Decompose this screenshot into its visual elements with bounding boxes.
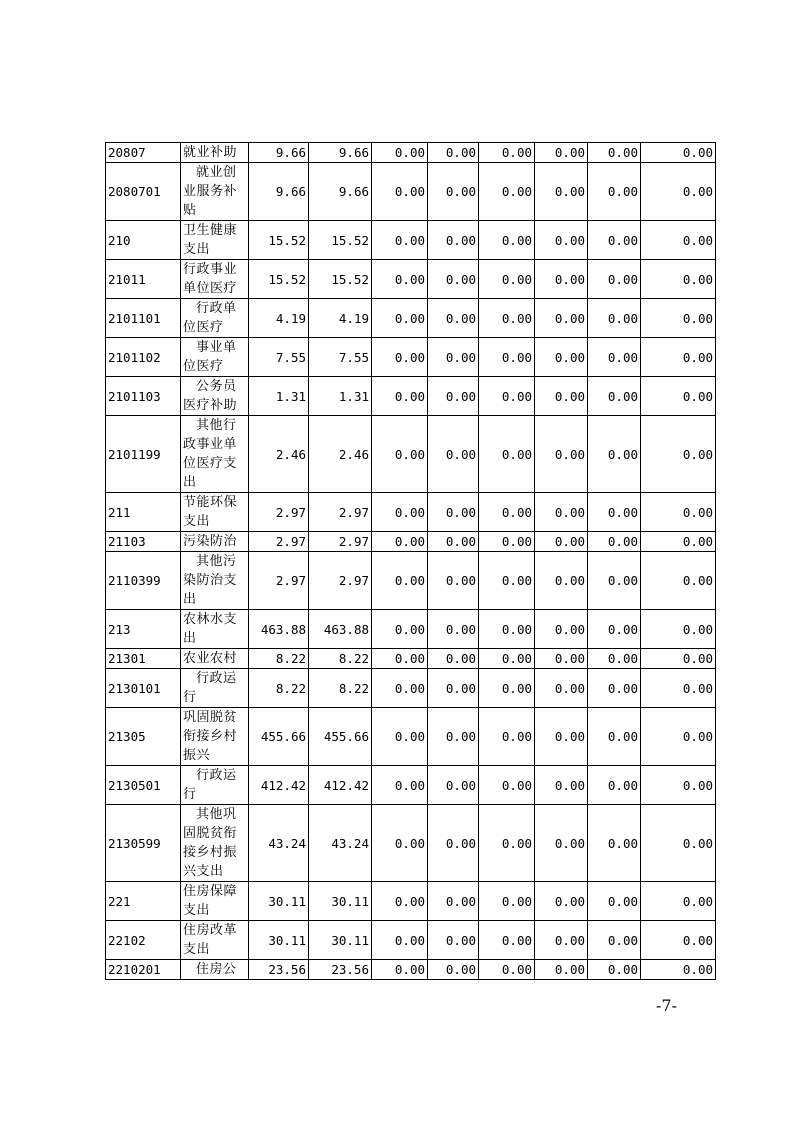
row-value-3: 0.00 <box>372 766 428 805</box>
row-value-2: 412.42 <box>309 766 372 805</box>
row-value-7: 0.00 <box>588 708 641 766</box>
row-value-3: 0.00 <box>372 377 428 416</box>
row-value-1: 2.97 <box>249 552 309 610</box>
row-value-3: 0.00 <box>372 299 428 338</box>
row-value-6: 0.00 <box>535 921 588 960</box>
row-value-2: 15.52 <box>309 260 372 299</box>
table-row <box>106 416 716 493</box>
row-value-7: 0.00 <box>588 493 641 532</box>
row-value-3: 0.00 <box>372 532 428 552</box>
row-name: 就业创业服务补贴 <box>181 163 249 221</box>
row-value-6: 0.00 <box>535 143 588 163</box>
row-value-6: 0.00 <box>535 610 588 649</box>
row-value-3: 0.00 <box>372 708 428 766</box>
row-value-1: 463.88 <box>249 610 309 649</box>
row-code: 2080701 <box>106 163 181 221</box>
row-name: 其他污染防治支出 <box>181 552 249 610</box>
row-value-2: 30.11 <box>309 882 372 921</box>
row-value-8: 0.00 <box>641 221 716 260</box>
row-value-1: 2.97 <box>249 493 309 532</box>
row-value-3: 0.00 <box>372 493 428 532</box>
row-value-3: 0.00 <box>372 143 428 163</box>
row-name: 其他巩固脱贫衔接乡村振兴支出 <box>181 805 249 882</box>
row-value-1: 9.66 <box>249 143 309 163</box>
row-name: 行政事业单位医疗 <box>181 260 249 299</box>
row-value-1: 23.56 <box>249 960 309 980</box>
row-value-8: 0.00 <box>641 610 716 649</box>
row-value-2: 7.55 <box>309 338 372 377</box>
row-value-3: 0.00 <box>372 960 428 980</box>
row-value-6: 0.00 <box>535 708 588 766</box>
row-value-4: 0.00 <box>428 708 479 766</box>
row-name: 住房保障支出 <box>181 882 249 921</box>
row-value-4: 0.00 <box>428 960 479 980</box>
row-name: 其他行政事业单位医疗支出 <box>181 416 249 493</box>
row-value-2: 8.22 <box>309 669 372 708</box>
row-value-6: 0.00 <box>535 299 588 338</box>
row-value-3: 0.00 <box>372 805 428 882</box>
row-value-1: 7.55 <box>249 338 309 377</box>
row-value-2: 15.52 <box>309 221 372 260</box>
row-code: 211 <box>106 493 181 532</box>
row-value-7: 0.00 <box>588 163 641 221</box>
row-value-4: 0.00 <box>428 766 479 805</box>
row-value-2: 8.22 <box>309 649 372 669</box>
row-value-7: 0.00 <box>588 299 641 338</box>
row-value-2: 43.24 <box>309 805 372 882</box>
table-row <box>106 960 716 980</box>
row-name: 节能环保支出 <box>181 493 249 532</box>
row-name: 事业单位医疗 <box>181 338 249 377</box>
row-value-5: 0.00 <box>479 299 535 338</box>
table-row <box>106 921 716 960</box>
row-value-7: 0.00 <box>588 882 641 921</box>
row-value-3: 0.00 <box>372 610 428 649</box>
table-row <box>106 552 716 610</box>
row-value-4: 0.00 <box>428 377 479 416</box>
row-value-3: 0.00 <box>372 552 428 610</box>
row-code: 21301 <box>106 649 181 669</box>
row-value-4: 0.00 <box>428 649 479 669</box>
row-value-6: 0.00 <box>535 882 588 921</box>
row-value-6: 0.00 <box>535 377 588 416</box>
row-value-3: 0.00 <box>372 649 428 669</box>
table-row <box>106 708 716 766</box>
row-value-5: 0.00 <box>479 766 535 805</box>
row-code: 213 <box>106 610 181 649</box>
row-value-4: 0.00 <box>428 805 479 882</box>
row-value-8: 0.00 <box>641 377 716 416</box>
row-value-4: 0.00 <box>428 338 479 377</box>
row-value-8: 0.00 <box>641 532 716 552</box>
row-code: 2101199 <box>106 416 181 493</box>
row-value-1: 1.31 <box>249 377 309 416</box>
row-value-5: 0.00 <box>479 921 535 960</box>
row-value-7: 0.00 <box>588 377 641 416</box>
row-value-4: 0.00 <box>428 143 479 163</box>
row-value-1: 9.66 <box>249 163 309 221</box>
row-value-3: 0.00 <box>372 163 428 221</box>
row-value-4: 0.00 <box>428 493 479 532</box>
row-code: 21305 <box>106 708 181 766</box>
row-name: 住房改革支出 <box>181 921 249 960</box>
row-value-1: 8.22 <box>249 649 309 669</box>
row-value-1: 15.52 <box>249 260 309 299</box>
row-name: 卫生健康支出 <box>181 221 249 260</box>
row-code: 2130599 <box>106 805 181 882</box>
row-name: 就业补助 <box>181 143 249 163</box>
row-value-7: 0.00 <box>588 921 641 960</box>
table-row <box>106 260 716 299</box>
row-value-8: 0.00 <box>641 805 716 882</box>
row-value-3: 0.00 <box>372 416 428 493</box>
row-value-5: 0.00 <box>479 708 535 766</box>
row-value-6: 0.00 <box>535 805 588 882</box>
row-code: 21103 <box>106 532 181 552</box>
row-code: 22102 <box>106 921 181 960</box>
row-value-7: 0.00 <box>588 669 641 708</box>
row-value-4: 0.00 <box>428 221 479 260</box>
row-value-1: 455.66 <box>249 708 309 766</box>
row-value-4: 0.00 <box>428 882 479 921</box>
row-value-8: 0.00 <box>641 921 716 960</box>
table-row <box>106 299 716 338</box>
row-value-4: 0.00 <box>428 921 479 960</box>
row-value-1: 2.46 <box>249 416 309 493</box>
row-value-8: 0.00 <box>641 260 716 299</box>
row-value-2: 2.97 <box>309 493 372 532</box>
table-row <box>106 143 716 163</box>
table-row <box>106 532 716 552</box>
row-value-3: 0.00 <box>372 669 428 708</box>
row-value-2: 2.97 <box>309 552 372 610</box>
row-value-5: 0.00 <box>479 552 535 610</box>
row-value-8: 0.00 <box>641 299 716 338</box>
row-code: 2101101 <box>106 299 181 338</box>
row-value-7: 0.00 <box>588 805 641 882</box>
row-code: 221 <box>106 882 181 921</box>
row-value-1: 30.11 <box>249 882 309 921</box>
row-value-3: 0.00 <box>372 882 428 921</box>
row-value-8: 0.00 <box>641 882 716 921</box>
row-code: 2130501 <box>106 766 181 805</box>
row-value-8: 0.00 <box>641 143 716 163</box>
row-name: 农林水支出 <box>181 610 249 649</box>
row-value-5: 0.00 <box>479 377 535 416</box>
row-value-5: 0.00 <box>479 493 535 532</box>
row-value-5: 0.00 <box>479 960 535 980</box>
row-value-5: 0.00 <box>479 649 535 669</box>
row-name: 污染防治 <box>181 532 249 552</box>
row-value-8: 0.00 <box>641 163 716 221</box>
row-value-7: 0.00 <box>588 260 641 299</box>
row-value-2: 1.31 <box>309 377 372 416</box>
row-value-6: 0.00 <box>535 260 588 299</box>
row-value-6: 0.00 <box>535 649 588 669</box>
row-name: 行政运行 <box>181 766 249 805</box>
row-value-7: 0.00 <box>588 221 641 260</box>
row-value-5: 0.00 <box>479 416 535 493</box>
row-value-5: 0.00 <box>479 532 535 552</box>
row-value-1: 4.19 <box>249 299 309 338</box>
row-value-1: 8.22 <box>249 669 309 708</box>
row-value-2: 2.97 <box>309 532 372 552</box>
row-value-7: 0.00 <box>588 416 641 493</box>
row-value-6: 0.00 <box>535 163 588 221</box>
row-value-2: 463.88 <box>309 610 372 649</box>
row-value-5: 0.00 <box>479 338 535 377</box>
row-value-8: 0.00 <box>641 649 716 669</box>
row-value-8: 0.00 <box>641 493 716 532</box>
row-value-2: 23.56 <box>309 960 372 980</box>
row-value-3: 0.00 <box>372 921 428 960</box>
row-value-7: 0.00 <box>588 766 641 805</box>
row-value-8: 0.00 <box>641 960 716 980</box>
row-value-5: 0.00 <box>479 260 535 299</box>
row-value-7: 0.00 <box>588 532 641 552</box>
row-value-2: 9.66 <box>309 163 372 221</box>
row-value-4: 0.00 <box>428 260 479 299</box>
row-value-6: 0.00 <box>535 552 588 610</box>
row-value-6: 0.00 <box>535 493 588 532</box>
row-value-2: 4.19 <box>309 299 372 338</box>
row-value-2: 9.66 <box>309 143 372 163</box>
row-code: 2101102 <box>106 338 181 377</box>
row-name: 巩固脱贫衔接乡村振兴 <box>181 708 249 766</box>
row-value-1: 2.97 <box>249 532 309 552</box>
row-value-4: 0.00 <box>428 532 479 552</box>
row-value-7: 0.00 <box>588 610 641 649</box>
row-name: 住房公 <box>181 960 249 980</box>
row-value-7: 0.00 <box>588 649 641 669</box>
row-value-6: 0.00 <box>535 338 588 377</box>
row-name: 行政单位医疗 <box>181 299 249 338</box>
row-value-2: 455.66 <box>309 708 372 766</box>
table-row <box>106 649 716 669</box>
row-value-1: 30.11 <box>249 921 309 960</box>
table-row <box>106 766 716 805</box>
row-value-7: 0.00 <box>588 143 641 163</box>
row-value-2: 2.46 <box>309 416 372 493</box>
row-value-5: 0.00 <box>479 143 535 163</box>
row-name: 公务员医疗补助 <box>181 377 249 416</box>
row-value-4: 0.00 <box>428 416 479 493</box>
row-name: 农业农村 <box>181 649 249 669</box>
row-value-1: 43.24 <box>249 805 309 882</box>
row-value-8: 0.00 <box>641 416 716 493</box>
table-row <box>106 338 716 377</box>
table-row <box>106 163 716 221</box>
row-value-6: 0.00 <box>535 416 588 493</box>
row-value-6: 0.00 <box>535 221 588 260</box>
table-row <box>106 493 716 532</box>
row-value-3: 0.00 <box>372 221 428 260</box>
row-code: 2101103 <box>106 377 181 416</box>
row-code: 2210201 <box>106 960 181 980</box>
row-value-6: 0.00 <box>535 669 588 708</box>
row-code: 2130101 <box>106 669 181 708</box>
row-value-5: 0.00 <box>479 610 535 649</box>
row-value-5: 0.00 <box>479 163 535 221</box>
row-value-6: 0.00 <box>535 960 588 980</box>
table-row <box>106 377 716 416</box>
table-body <box>106 143 716 980</box>
row-value-5: 0.00 <box>479 669 535 708</box>
row-value-5: 0.00 <box>479 805 535 882</box>
row-value-4: 0.00 <box>428 610 479 649</box>
row-value-4: 0.00 <box>428 552 479 610</box>
row-value-7: 0.00 <box>588 552 641 610</box>
row-value-5: 0.00 <box>479 882 535 921</box>
table-row <box>106 669 716 708</box>
row-value-6: 0.00 <box>535 766 588 805</box>
row-value-6: 0.00 <box>535 532 588 552</box>
table-row <box>106 221 716 260</box>
row-value-8: 0.00 <box>641 708 716 766</box>
row-code: 21011 <box>106 260 181 299</box>
budget-table <box>105 142 716 980</box>
row-value-8: 0.00 <box>641 669 716 708</box>
row-value-5: 0.00 <box>479 221 535 260</box>
row-value-1: 412.42 <box>249 766 309 805</box>
table-row <box>106 805 716 882</box>
row-code: 2110399 <box>106 552 181 610</box>
page-number: -7- <box>656 996 677 1015</box>
row-value-7: 0.00 <box>588 960 641 980</box>
row-code: 210 <box>106 221 181 260</box>
row-code: 20807 <box>106 143 181 163</box>
row-value-8: 0.00 <box>641 766 716 805</box>
row-value-4: 0.00 <box>428 299 479 338</box>
row-name: 行政运行 <box>181 669 249 708</box>
row-value-4: 0.00 <box>428 163 479 221</box>
table-row <box>106 882 716 921</box>
row-value-3: 0.00 <box>372 338 428 377</box>
table-row <box>106 610 716 649</box>
row-value-3: 0.00 <box>372 260 428 299</box>
row-value-8: 0.00 <box>641 338 716 377</box>
row-value-2: 30.11 <box>309 921 372 960</box>
row-value-4: 0.00 <box>428 669 479 708</box>
row-value-8: 0.00 <box>641 552 716 610</box>
row-value-1: 15.52 <box>249 221 309 260</box>
row-value-7: 0.00 <box>588 338 641 377</box>
